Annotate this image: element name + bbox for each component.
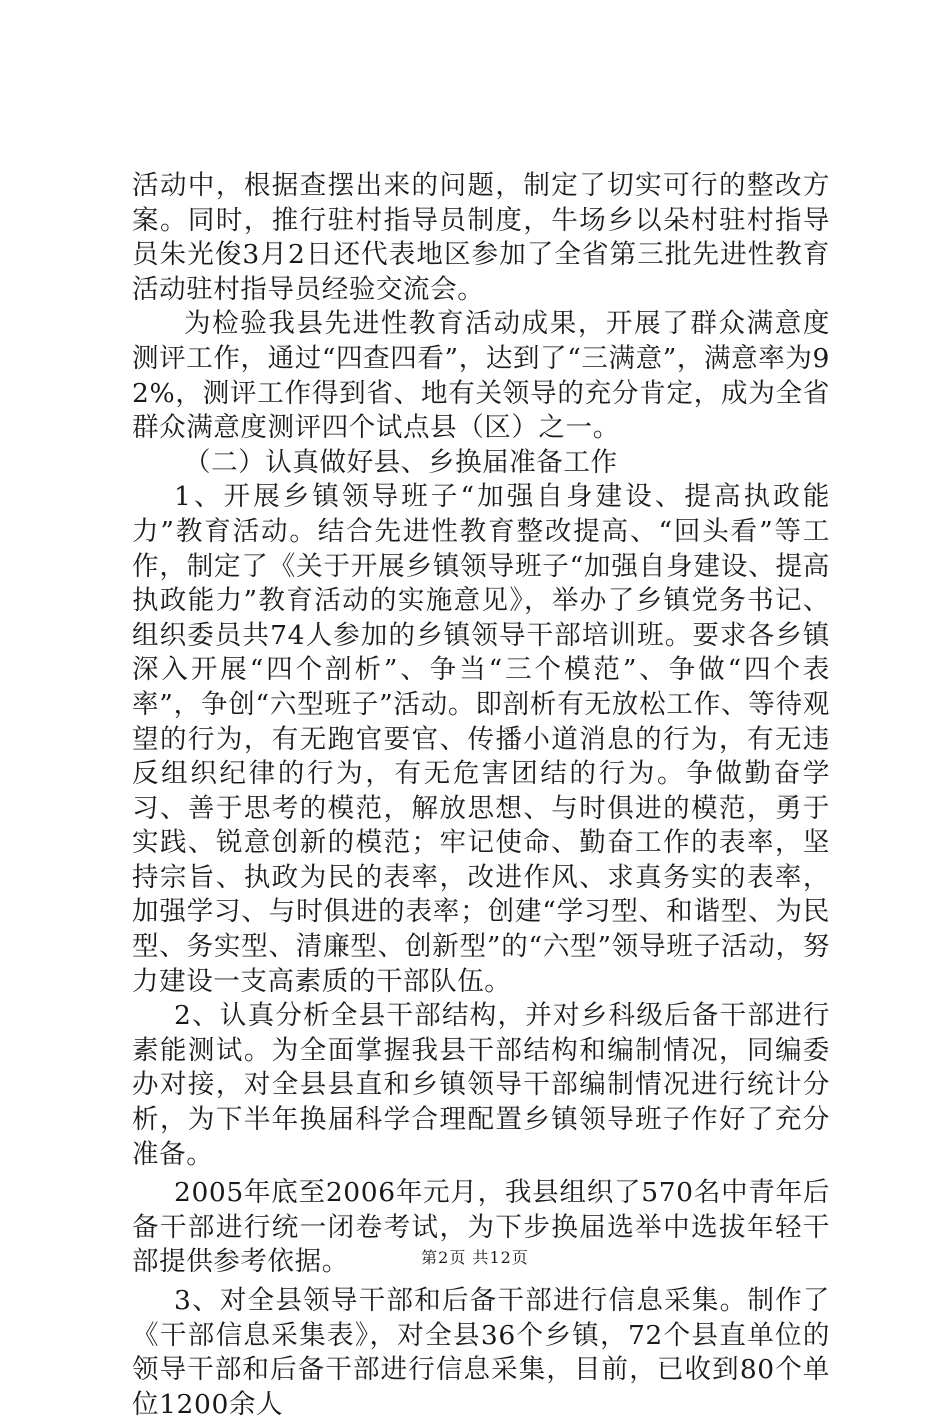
paragraph-continuation: 活动中，根据查摆出来的问题，制定了切实可行的整改方案。同时，推行驻村指导员制度，牛场乡以朵村驻村指导员朱光俊3月2日还代表地区参加了全省第三批先进性教育活动驻村指导员经验交流会。 (132, 170, 830, 305)
section-heading: （二）认真做好县、乡换届准备工作 (184, 446, 618, 478)
paragraph-exam: 2005年底至2006年元月，我县组织了570名中青年后备干部进行统一闭卷考试，为下步换届选举中选拔年轻干部提供参考依据。 (132, 1177, 830, 1278)
paragraph-item-1: 1、开展乡镇领导班子“加强自身建设、提高执政能力”教育活动。结合先进性教育整改提高、“回头看”等工作，制定了《关于开展乡镇领导班子“加强自身建设、提高执政能力”教育活动的实施意见》，举办了乡镇党务书记、组织委员共74人参加的乡镇领导干部培训班。要求各乡镇深入开展“四个剖析”、争当“三个模范”、争做“四个表率”，争创“六型班子”活动。即剖析有无放松工作、等待观望的行为，有无跑官要官、传播小道消息的行为，有无违反组织纪律的行为，有无危害团结的行为。争做勤奋学习、善于思考的模范，解放思想、与时俱进的模范，勇于实践、锐意创新的模范；牢记使命、勤奋工作的表率，坚持宗旨、执政为民的表率，改进作风、求真务实的表率，加强学习、与时俱进的表率；创建“学习型、和谐型、为民型、务实型、清廉型、创新型”的“六型”领导班子活动，努力建设一支高素质的干部队伍。 (132, 481, 830, 997)
paragraph-satisfaction-survey: 为检验我县先进性教育活动成果，开展了群众满意度测评工作，通过“四查四看”，达到了“三满意”，满意率为92%，测评工作得到省、地有关领导的充分肯定，成为全省群众满意度测评四个试点县（区）之一。 (132, 308, 830, 444)
paragraph-item-3: 3、对全县领导干部和后备干部进行信息采集。制作了《干部信息采集表》，对全县36个乡镇，72个县直单位的领导干部和后备干部进行信息采集，目前，已收到80个单位1200余人 (132, 1285, 830, 1420)
document-body (132, 169, 830, 1422)
paragraph-item-2: 2、认真分析全县干部结构，并对乡科级后备干部进行素能测试。为全面掌握我县干部结构和编制情况，同编委办对接，对全县县直和乡镇领导干部编制情况进行统计分析，为下半年换届科学合理配置乡镇领导班子作好了充分准备。 (132, 1000, 830, 1170)
page-number-footer: 第2页 共12页 (421, 1248, 529, 1267)
